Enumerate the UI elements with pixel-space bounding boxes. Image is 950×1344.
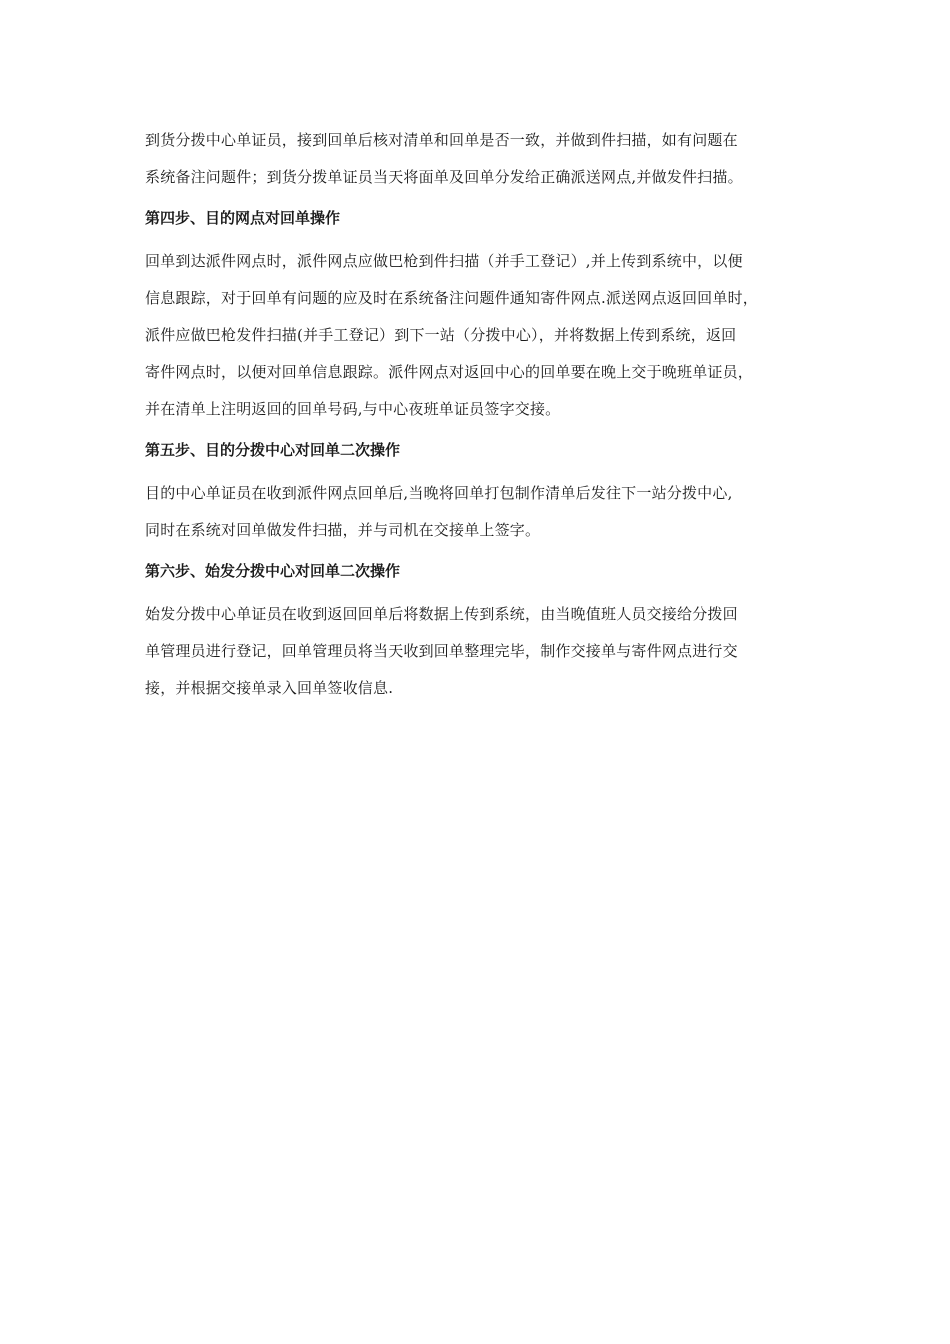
text-line: 接，并根据交接单录入回单签收信息.: [145, 679, 394, 697]
text-line: 并在清单上注明返回的回单号码,与中心夜班单证员签字交接。: [145, 400, 561, 418]
paragraph-step-6: [145, 596, 815, 707]
text-line: 目的中心单证员在收到派件网点回单后,当晚将回单打包制作清单后发往下一站分拨中心,: [145, 484, 733, 502]
text-line: 系统备注问题件；到货分拨单证员当天将面单及回单分发给正确派送网点,并做发件扫描。: [145, 168, 743, 186]
section-heading-step-5: 第五步、目的分拨中心对回单二次操作: [145, 441, 401, 459]
text-line: 寄件网点时，以便对回单信息跟踪。派件网点对返回中心的回单要在晚上交于晚班单证员，: [145, 363, 754, 381]
text-line: 到货分拨中心单证员，接到回单后核对清单和回单是否一致，并做到件扫描，如有问题在: [145, 131, 738, 149]
text-line: 信息跟踪，对于回单有问题的应及时在系统备注问题件通知寄件网点.派送网点返回回单时，: [145, 289, 758, 307]
text-line: 同时在系统对回单做发件扫描，并与司机在交接单上签字。: [145, 521, 541, 539]
text-line: 始发分拨中心单证员在收到返回回单后将数据上传到系统，由当晚值班人员交接给分拨回: [145, 605, 738, 623]
paragraph-step-5: [145, 475, 815, 549]
paragraph-step-4: [145, 243, 815, 428]
section-heading-step-6: 第六步、始发分拨中心对回单二次操作: [145, 562, 401, 580]
text-line: 派件应做巴枪发件扫描(并手工登记）到下一站（分拨中心），并将数据上传到系统，返回: [145, 326, 737, 344]
paragraph-arrival-center: [145, 122, 815, 196]
section-heading-step-4: 第四步、目的网点对回单操作: [145, 209, 341, 227]
text-line: 回单到达派件网点时，派件网点应做巴枪到件扫描（并手工登记）,并上传到系统中，以便: [145, 252, 743, 270]
text-line: 单管理员进行登记，回单管理员将当天收到回单整理完毕，制作交接单与寄件网点进行交: [145, 642, 738, 660]
document-body: [145, 122, 815, 707]
